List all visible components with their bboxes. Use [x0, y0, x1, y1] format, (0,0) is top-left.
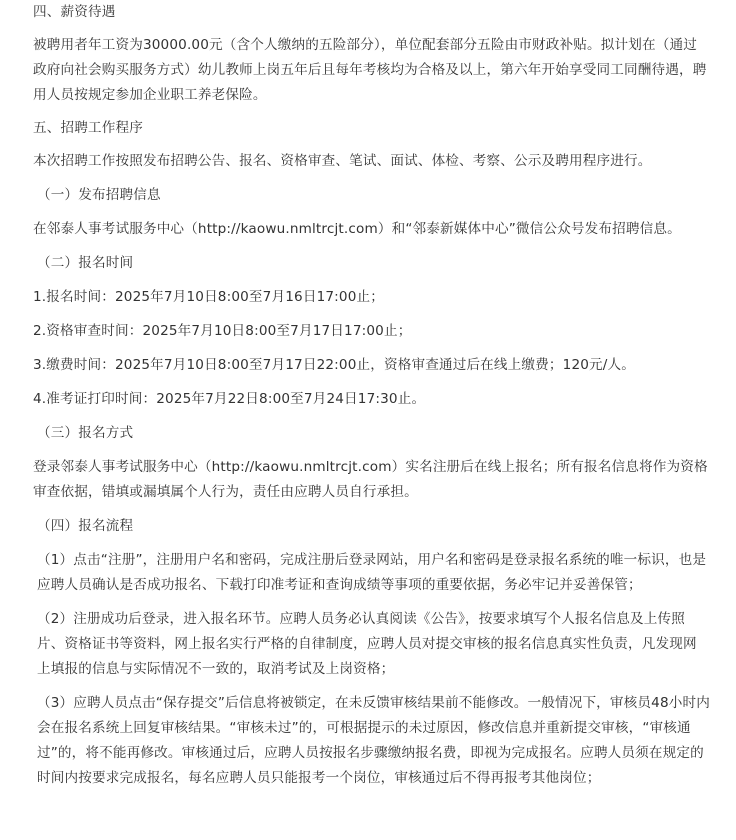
- section-heading-procedure: 五、招聘工作程序: [33, 120, 143, 136]
- qualification-review-time-item: 2.资格审查时间：2025年7月10日8:00至7月17日17:00止；: [33, 323, 412, 339]
- procedure-paragraph: 本次招聘工作按照发布招聘公告、报名、资格审查、笔试、面试、体检、考察、公示及聘用程序进行。: [33, 153, 652, 169]
- admission-ticket-time-item: 4.准考证打印时间：2025年7月22日8:00至7月24日17:30止。: [33, 391, 426, 407]
- registration-method-paragraph: 登录邻泰人事考试服务中心（http://kaowu.nmltrcjt.com）实名注册后在线上报名；所有报名信息将作为资格审查依据，错填或漏填属个人行为，责任由应聘人员自行承担。: [33, 459, 708, 500]
- subheading-publish-info: （一）发布招聘信息: [37, 187, 161, 203]
- process-step-3: （3）应聘人员点击“保存提交”后信息将被锁定，在未反馈审核结果前不能修改。一般情况下，审核员48小时内会在报名系统上回复审核结果。“审核未过”的，可根据提示的未过原因，修改信息并重新提交审核，“审核通过”的，将不能再修改。审核通过后，应聘人员按报名步骤缴纳报名费，即视为完成报名。应聘人员须在规定的时间内按要求完成报名，每名应聘人员只能报考一个岗位，审核通过后不得再报考其他岗位；: [37, 695, 710, 786]
- payment-time-item: 3.缴费时间：2025年7月10日8:00至7月17日22:00止，资格审查通过后在线上缴费；120元/人。: [33, 357, 636, 373]
- subheading-registration-method: （三）报名方式: [37, 425, 134, 441]
- subheading-registration-time: （二）报名时间: [37, 255, 134, 271]
- section-heading-salary: 四、薪资待遇: [33, 4, 116, 20]
- registration-time-item: 1.报名时间：2025年7月10日8:00至7月16日17:00止；: [33, 289, 384, 305]
- process-step-1: （1）点击“注册”，注册用户名和密码，完成注册后登录网站，用户名和密码是登录报名系统的唯一标识，也是应聘人员确认是否成功报名、下载打印准考证和查询成绩等事项的重要依据，务必牢记并妥善保管；: [37, 552, 707, 593]
- subheading-registration-process: （四）报名流程: [37, 518, 134, 534]
- process-step-2: （2）注册成功后登录，进入报名环节。应聘人员务必认真阅读《公告》，按要求填写个人报名信息及上传照片、资格证书等资料，网上报名实行严格的自律制度，应聘人员对提交审核的报名信息真实性负责，凡发现网上填报的信息与实际情况不一致的，取消考试及上岗资格；: [37, 611, 697, 677]
- salary-paragraph: 被聘用者年工资为30000.00元（含个人缴纳的五险部分），单位配套部分五险由市财政补贴。拟计划在（通过政府向社会购买服务方式）幼儿教师上岗五年后且每年考核均为合格及以上，第六年开始享受同工同酬待遇，聘用人员按规定参加企业职工养老保险。: [33, 37, 707, 103]
- publish-info-paragraph: 在邻泰人事考试服务中心（http://kaowu.nmltrcjt.com）和“邻泰新媒体中心”微信公众号发布招聘信息。: [33, 221, 681, 237]
